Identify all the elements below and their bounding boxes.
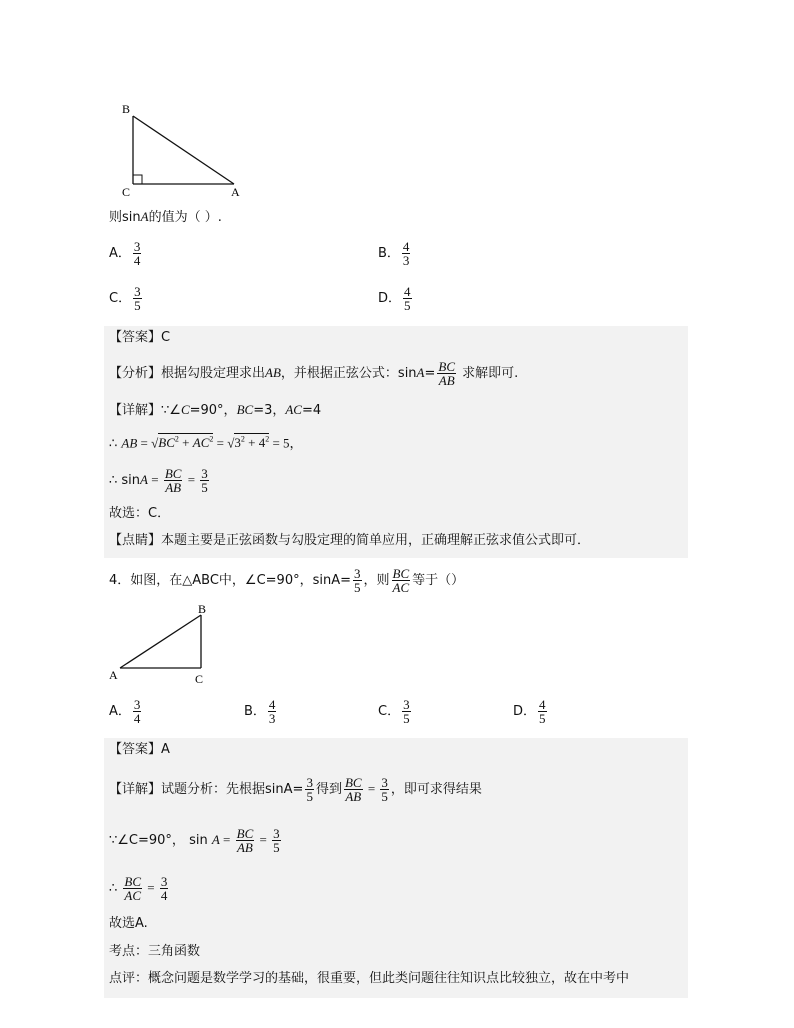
- q3-option-a[interactable]: [109, 240, 143, 267]
- detail-l2-prefix: ∴: [109, 436, 122, 452]
- analysis-tag: 【分析】: [109, 366, 162, 381]
- vertex-a-label: A: [109, 668, 118, 682]
- fraction: [538, 698, 547, 725]
- analysis-text1: 根据勾股定理求出: [161, 366, 266, 381]
- numerator: BC: [438, 359, 456, 374]
- vertex-c-label: C: [122, 185, 131, 199]
- detail-tag: 【详解】: [109, 403, 162, 418]
- analysis-fraction: [437, 360, 456, 387]
- detail-text1: 试题分析：先根据sinA=: [161, 782, 304, 797]
- triangle-figure-q4: [104, 600, 222, 688]
- q3-option-d[interactable]: [378, 285, 414, 312]
- numerator: 3: [201, 466, 208, 481]
- q3-prompt-suffix: 的值为（ ）.: [148, 210, 222, 225]
- option-label: A．: [109, 704, 131, 719]
- sqrt2-4: 4: [258, 435, 266, 451]
- denominator: AB: [438, 373, 455, 388]
- detail-l1-prefix: ∵∠: [161, 403, 181, 418]
- detail-tag: 【详解】: [109, 782, 162, 797]
- vertex-b-label: B: [122, 102, 131, 116]
- sqrt2-plus: +: [244, 435, 259, 451]
- sqrt1-ac: AC: [192, 435, 210, 451]
- q4-step2: [109, 875, 170, 902]
- fraction: [164, 467, 183, 494]
- denominator: AC: [392, 580, 410, 595]
- option-label: C．: [109, 291, 132, 306]
- denominator: 4: [133, 253, 141, 268]
- fraction: [133, 240, 142, 267]
- fraction: [305, 776, 314, 803]
- q3-detail-line3: [109, 467, 211, 494]
- numerator: BC: [164, 466, 182, 481]
- step2-eq: =: [144, 880, 158, 895]
- numerator: 4: [268, 697, 276, 712]
- numerator: 3: [354, 566, 361, 581]
- q3-prompt-var: A: [140, 209, 149, 224]
- q3-option-c[interactable]: [109, 285, 144, 312]
- fraction: [200, 467, 209, 494]
- vertex-a-label: A: [231, 185, 240, 199]
- fraction: [353, 567, 362, 594]
- denominator: 4: [160, 888, 168, 903]
- fraction: [392, 567, 411, 594]
- denominator: AB: [345, 789, 362, 804]
- numerator: BC: [236, 826, 254, 841]
- q3-answer: 【答案】C: [109, 330, 171, 345]
- q4-stem-prefix: 4．如图，在△ABC中，∠C=90°，sinA=: [109, 573, 352, 588]
- option-label: B．: [378, 246, 400, 261]
- numerator: 3: [160, 874, 168, 889]
- triangle-figure-q3: [118, 98, 248, 200]
- sqrt1-plus: +: [178, 435, 193, 451]
- detail-l2-eq3: = 5，: [269, 435, 303, 451]
- fraction: [402, 698, 411, 725]
- detail-l1-mid2: =3，: [253, 403, 286, 418]
- sqrt1-exp2: 2: [209, 435, 214, 444]
- q4-stem: [109, 567, 464, 594]
- q4-stem-mid: ，则: [363, 573, 390, 588]
- denominator: 3: [402, 253, 410, 268]
- step1-a: A: [211, 832, 220, 847]
- step2-prefix: ∴: [109, 881, 122, 896]
- numerator: 4: [539, 697, 546, 712]
- fraction: [236, 827, 255, 854]
- q4-answer: 【答案】A: [109, 742, 170, 757]
- detail-eq: =: [364, 781, 379, 796]
- detail-text3: ，即可求得结果: [390, 782, 482, 797]
- denominator: 5: [539, 711, 546, 726]
- detail-l1-mid3: =4: [301, 403, 322, 418]
- denominator: 4: [133, 711, 141, 726]
- denominator: 5: [306, 789, 313, 804]
- numerator: BC: [344, 775, 362, 790]
- detail-l3-prefix: ∴ sin: [109, 473, 141, 488]
- vertex-b-label: B: [198, 602, 207, 616]
- step1-eq2: =: [256, 832, 271, 847]
- detail-l1-bc: BC: [236, 402, 254, 417]
- fraction: [403, 285, 412, 312]
- denominator: AC: [124, 888, 142, 903]
- q3-detail-line1: [109, 400, 321, 421]
- denominator: 3: [268, 711, 276, 726]
- q3-choose: 故选：C．: [109, 506, 171, 521]
- numerator: 3: [133, 697, 141, 712]
- detail-l2-eq1: =: [137, 435, 152, 451]
- detail-l3-eq: =: [147, 472, 162, 487]
- analysis-eq: =: [424, 366, 436, 381]
- fraction: [380, 776, 389, 803]
- fraction: [133, 698, 142, 725]
- sqrt1-bc: BC: [158, 435, 175, 451]
- detail-l1-c: C: [180, 402, 190, 417]
- q3-detail-line2: [109, 430, 303, 454]
- denominator: 5: [273, 840, 280, 855]
- detail-l2-eq2: =: [213, 435, 228, 451]
- vertex-c-label: C: [195, 672, 204, 686]
- numerator: 3: [133, 239, 141, 254]
- option-label: A．: [109, 246, 131, 261]
- q4-option-b[interactable]: [244, 698, 278, 725]
- denominator: 5: [403, 711, 410, 726]
- step1-prefix: ∵∠C=90°， sin: [109, 833, 212, 848]
- numerator: 3: [403, 697, 410, 712]
- detail-text2: 得到: [315, 782, 342, 797]
- denominator: 5: [134, 298, 141, 313]
- numerator: 3: [381, 775, 388, 790]
- denominator: AB: [236, 840, 253, 855]
- sqrt2-3: 3: [234, 435, 241, 451]
- q4-option-c[interactable]: [378, 698, 413, 725]
- q3-option-b[interactable]: [378, 240, 412, 267]
- detail-l1-ac: AC: [285, 402, 302, 417]
- fraction: [133, 285, 142, 312]
- option-label: D．: [513, 704, 537, 719]
- q3-comment: 【点睛】本题主要是正弦函数与勾股定理的简单应用，正确理解正弦求值公式即可．: [109, 533, 591, 548]
- denominator: AB: [165, 480, 182, 495]
- q4-option-d[interactable]: [513, 698, 549, 725]
- q4-kaodian: 考点：三角函数: [109, 944, 201, 959]
- fraction: [344, 776, 363, 803]
- denominator: 5: [381, 789, 388, 804]
- analysis-text3: 求解即可.: [458, 366, 519, 381]
- detail-l3-a: A: [140, 472, 148, 487]
- sqrt2-exp1: 2: [240, 435, 245, 444]
- sqrt1-exp1: 2: [174, 435, 179, 444]
- analysis-ab: AB: [265, 365, 281, 380]
- numerator: 3: [306, 775, 313, 790]
- numerator: BC: [392, 566, 410, 581]
- numerator: BC: [124, 874, 142, 889]
- q3-analysis: [109, 360, 518, 387]
- fraction: [402, 240, 411, 267]
- step1-eq: =: [219, 832, 234, 847]
- q4-stem-suffix: 等于（）: [412, 573, 465, 588]
- fraction: [272, 827, 281, 854]
- option-label: D．: [378, 291, 402, 306]
- q4-dianping: 点评：概念问题是数学学习的基础，很重要，但此类问题往往知识点比较独立，故在中考中: [109, 971, 630, 986]
- numerator: 3: [273, 826, 280, 841]
- numerator: 4: [404, 284, 411, 299]
- fraction: [268, 698, 277, 725]
- detail-l1-mid1: =90°，: [189, 403, 237, 418]
- analysis-text2: ，并根据正弦公式：sin: [280, 366, 417, 381]
- q4-option-a[interactable]: [109, 698, 143, 725]
- numerator: 3: [134, 284, 141, 299]
- option-label: B．: [244, 704, 266, 719]
- numerator: 4: [402, 239, 410, 254]
- q4-step1: [109, 827, 283, 854]
- sqrt2-exp2: 2: [265, 435, 270, 444]
- denominator: 5: [404, 298, 411, 313]
- analysis-a: A: [416, 365, 425, 380]
- denominator: 5: [354, 580, 361, 595]
- fraction: [160, 875, 169, 902]
- fraction: [123, 875, 142, 902]
- q3-prompt: [109, 207, 222, 228]
- q4-detail: [109, 776, 482, 803]
- detail-l3-eq2: =: [184, 472, 199, 487]
- sqrt-expression-1: $√BC^2 + AC^2$: [151, 435, 214, 451]
- option-label: C．: [378, 704, 401, 719]
- denominator: 5: [201, 480, 208, 495]
- detail-l2-ab: AB: [121, 435, 138, 451]
- q3-prompt-prefix: 则sin: [109, 210, 141, 225]
- sqrt-expression-2: $√3^2 + 4^2$: [227, 435, 270, 451]
- q4-choose: 故选A.: [109, 916, 148, 931]
